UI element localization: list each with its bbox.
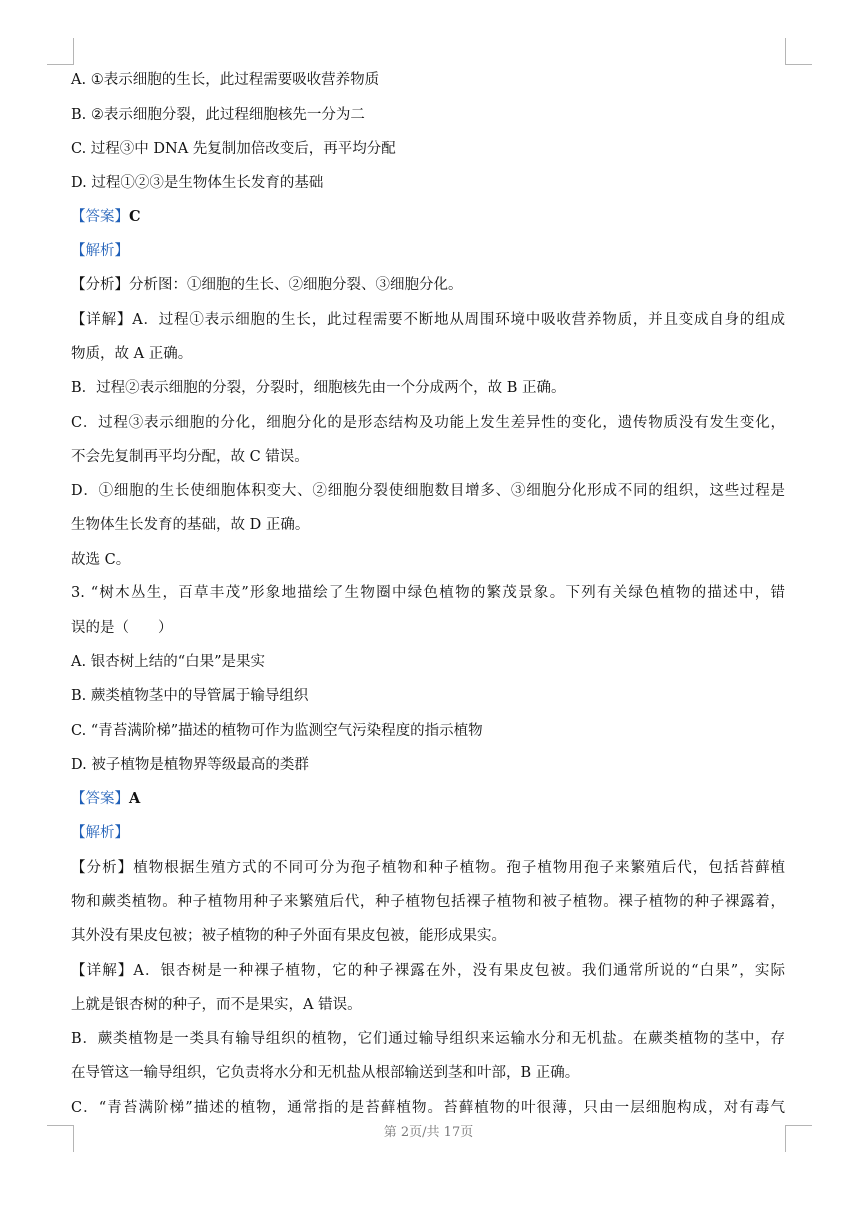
answer-tag: 【答案】 xyxy=(71,209,129,225)
analysis-tag: 【解析】 xyxy=(71,243,129,259)
answer-tag: 【答案】 xyxy=(71,791,129,807)
answer-line-q3 xyxy=(71,789,140,809)
analysis-tag-line xyxy=(71,823,129,843)
answer-value: A xyxy=(129,790,141,807)
question-3-stem-1: 3. “树木丛生，百草丰茂”形象地描绘了生物圈中绿色植物的繁茂景象。下列有关绿色植物的描述中，错 xyxy=(71,585,785,601)
detail-line-q2-1: 【详解】A．过程①表示细胞的生长，此过程需要不断地从周围环境中吸收营养物质，并且变成自身的组成 xyxy=(71,312,785,328)
option-d-q2: D. 过程①②③是生物体生长发育的基础 xyxy=(71,175,324,191)
detail-line-q3-1: 【详解】A．银杏树是一种裸子植物，它的种子裸露在外，没有果皮包被。我们通常所说的“白果”，实际 xyxy=(71,963,785,979)
fenxi-tag: 【分析】 xyxy=(71,860,134,876)
crop-mark-top-right xyxy=(785,38,812,65)
detail-line-q2-4: C．过程③表示细胞的分化，细胞分化的是形态结构及功能上发生差异性的变化，遗传物质没有发生变化， xyxy=(71,415,785,431)
option-a-q3: A. 银杏树上结的“白果”是果实 xyxy=(71,654,266,670)
fenxi-line-q3-1: 【分析】植物根据生殖方式的不同可分为孢子植物和种子植物。孢子植物用孢子来繁殖后代，包括苔藓植 xyxy=(71,860,785,876)
detail-line-q2-3: B．过程②表示细胞的分裂，分裂时，细胞核先由一个分成两个，故 B 正确。 xyxy=(71,380,566,396)
detail-line-q2-2: 物质，故 A 正确。 xyxy=(71,346,193,362)
option-c-q3: C. “青苔满阶梯”描述的植物可作为监测空气污染程度的指示植物 xyxy=(71,723,483,739)
detail-line-q2-6: D．①细胞的生长使细胞体积变大、②细胞分裂使细胞数目增多、③细胞分化形成不同的组织，这些过程是 xyxy=(71,483,785,499)
detail-line-q3-5: C．“青苔满阶梯”描述的植物，通常指的是苔藓植物。苔藓植物的叶很薄，只由一层细胞构成，对有毒气 xyxy=(71,1100,785,1116)
analysis-tag-line xyxy=(71,241,129,261)
crop-mark-top-left xyxy=(47,38,74,65)
answer-value: C xyxy=(129,208,141,225)
answer-line-q2 xyxy=(71,207,141,227)
page-number-footer: 第 2页/共 17页 xyxy=(383,1125,474,1140)
option-b-q2: B. ②表示细胞分裂，此过程细胞核先一分为二 xyxy=(71,107,365,123)
conclusion-q2: 故选 C。 xyxy=(71,552,131,568)
option-b-q3: B. 蕨类植物茎中的导管属于输导组织 xyxy=(71,688,309,704)
option-c-q2: C. 过程③中 DNA 先复制加倍改变后，再平均分配 xyxy=(71,141,396,157)
detail-line-q2-7: 生物体生长发育的基础，故 D 正确。 xyxy=(71,517,310,533)
option-a-q2: A. ①表示细胞的生长，此过程需要吸收营养物质 xyxy=(71,72,380,88)
detail-line-q3-3: B．蕨类植物是一类具有输导组织的植物，它们通过输导组织来运输水分和无机盐。在蕨类植物的茎中，存 xyxy=(71,1031,785,1047)
analysis-tag: 【解析】 xyxy=(71,825,129,841)
fenxi-line-q2: 【分析】分析图：①细胞的生长、②细胞分裂、③细胞分化。 xyxy=(71,277,463,293)
detail-line-q3-2: 上就是银杏树的种子，而不是果实，A 错误。 xyxy=(71,997,362,1013)
detail-line-q3-4: 在导管这一输导组织，它负责将水分和无机盐从根部输送到茎和叶部，B 正确。 xyxy=(71,1065,580,1081)
fenxi-line-q3-3: 其外没有果皮包被；被子植物的种子外面有果皮包被，能形成果实。 xyxy=(71,928,506,944)
fenxi-line-q3-2: 物和蕨类植物。种子植物用种子来繁殖后代，种子植物包括裸子植物和被子植物。裸子植物的种子裸露着， xyxy=(71,894,785,910)
detail-line-q2-5: 不会先复制再平均分配，故 C 错误。 xyxy=(71,449,309,465)
detail-tag: 【详解】 xyxy=(71,963,134,979)
question-3-stem-2: 误的是（ ） xyxy=(71,620,173,636)
option-d-q3: D. 被子植物是植物界等级最高的类群 xyxy=(71,757,309,773)
detail-tag: 【详解】 xyxy=(71,312,133,328)
